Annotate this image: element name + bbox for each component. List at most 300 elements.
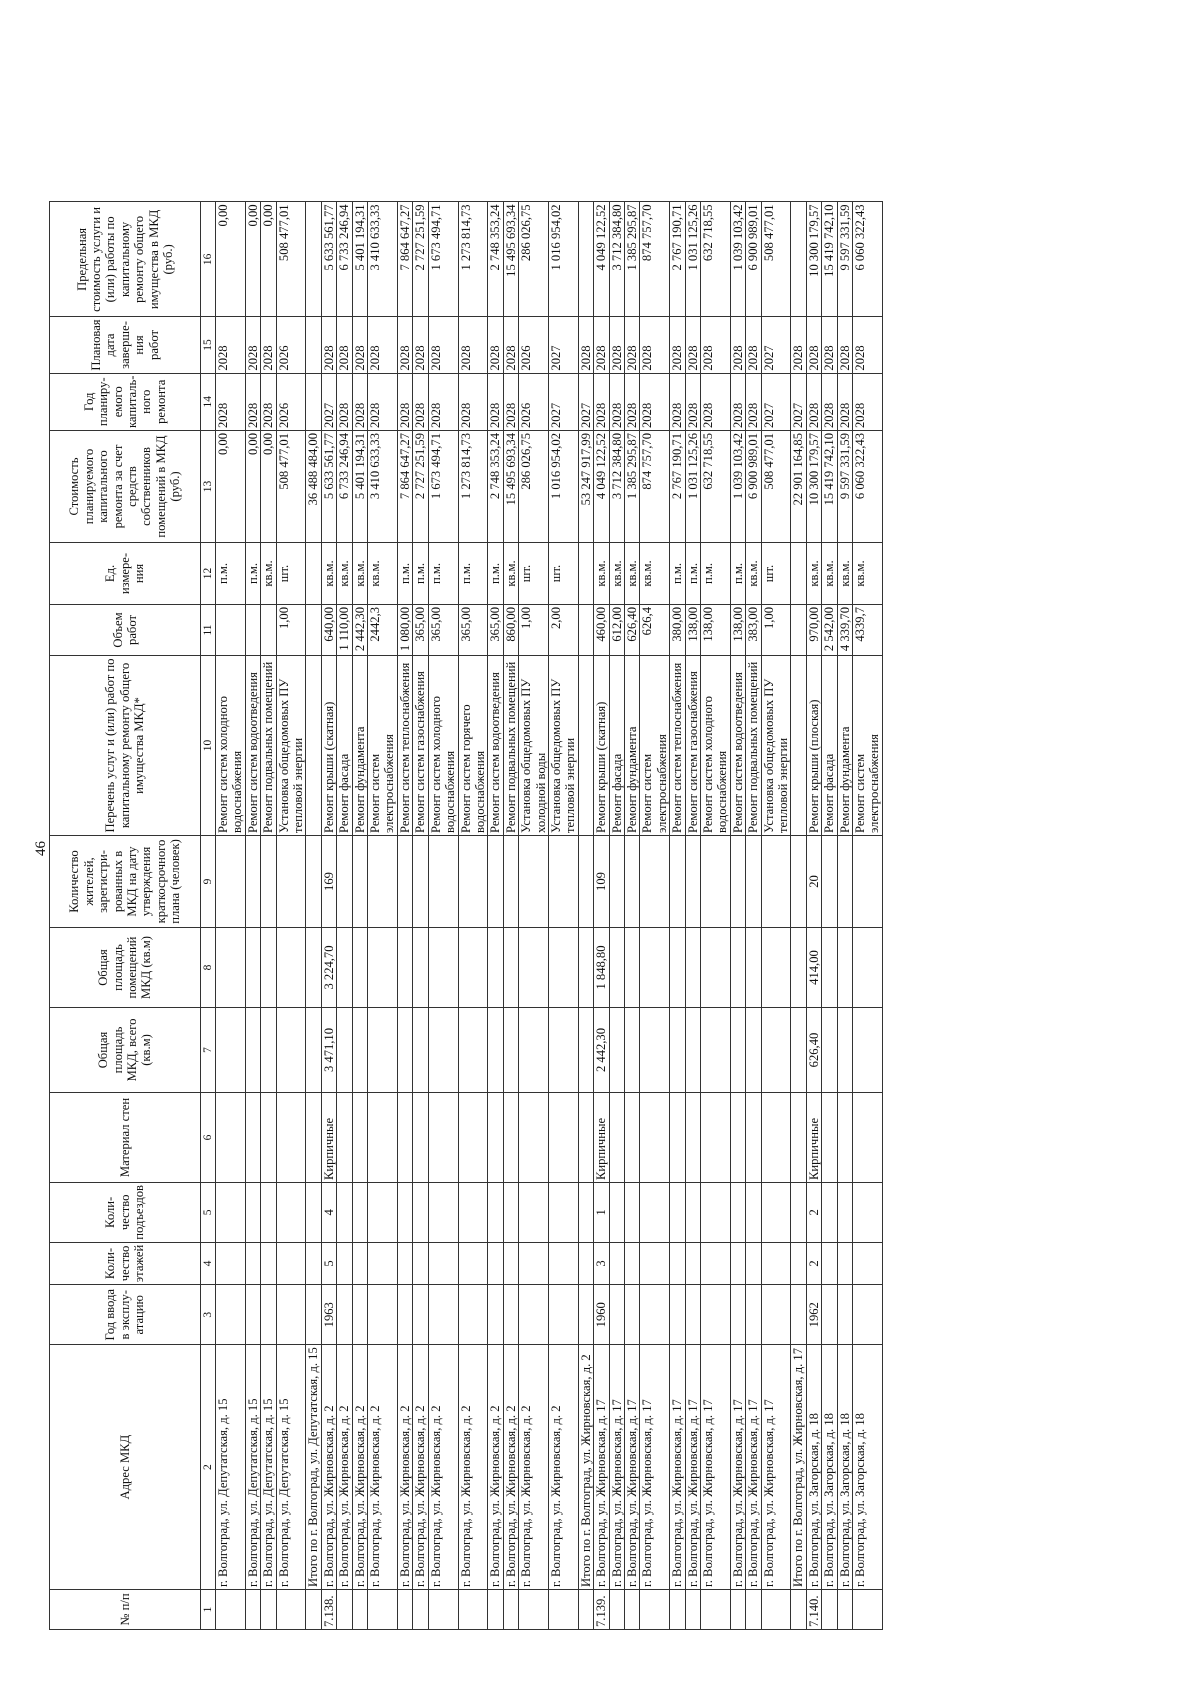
cell-address: Итого по г. Волгоград, ул. Жирновская, д. 2 bbox=[578, 1345, 593, 1590]
cell-unit: кв.м. bbox=[261, 543, 276, 605]
cell-plan_year: 2026 bbox=[276, 373, 306, 430]
cell-floors: 3 bbox=[594, 1242, 609, 1285]
cell-limit: 5 633 561,77 bbox=[321, 202, 336, 317]
cell-residents bbox=[352, 836, 367, 928]
cell-end_year: 2028 bbox=[822, 317, 837, 373]
cell-cost: 2 727 251,59 bbox=[413, 431, 428, 543]
cell-work: Ремонт систем газоснабжения bbox=[685, 656, 700, 836]
table-row bbox=[640, 202, 670, 1630]
cell-floors bbox=[548, 1242, 578, 1285]
column-number-cell: 13 bbox=[201, 431, 216, 543]
column-number-cell: 10 bbox=[201, 656, 216, 836]
cell-work: Ремонт фасада bbox=[609, 656, 624, 836]
cell-unit: п.м. bbox=[245, 543, 260, 605]
cell-year bbox=[337, 1285, 352, 1345]
cell-area_total bbox=[640, 1008, 670, 1093]
cell-wall bbox=[276, 1093, 306, 1183]
cell-residents bbox=[609, 836, 624, 928]
cell-entrances bbox=[276, 1183, 306, 1243]
cell-area_total bbox=[352, 1008, 367, 1093]
cell-cost: 6 900 989,01 bbox=[746, 431, 761, 543]
cell-residents bbox=[640, 836, 670, 928]
column-number-cell: 3 bbox=[201, 1285, 216, 1345]
cell-num bbox=[761, 1590, 791, 1630]
cell-work: Ремонт подвальных помещений bbox=[746, 656, 761, 836]
cell-floors bbox=[216, 1242, 246, 1285]
cell-year: 1963 bbox=[321, 1285, 336, 1345]
cell-area_total: 3 471,10 bbox=[321, 1008, 336, 1093]
cell-area_rooms bbox=[503, 928, 518, 1008]
cell-volume: 365,00 bbox=[488, 605, 503, 656]
cell-residents bbox=[578, 836, 593, 928]
cell-floors bbox=[519, 1242, 549, 1285]
cell-limit: 15 419 742,10 bbox=[822, 202, 837, 317]
cell-entrances bbox=[640, 1183, 670, 1243]
cell-unit: кв.м. bbox=[746, 543, 761, 605]
cell-plan_year: 2028 bbox=[806, 373, 821, 430]
cell-address: г. Волгоград, ул. Жирновская, д. 17 bbox=[609, 1345, 624, 1590]
cell-wall bbox=[701, 1093, 731, 1183]
cell-address: г. Волгоград, ул. Жирновская, д. 17 bbox=[670, 1345, 685, 1590]
cell-end_year: 2028 bbox=[853, 317, 883, 373]
cell-cost: 1 273 814,73 bbox=[458, 431, 488, 543]
cell-area_total bbox=[837, 1008, 852, 1093]
cell-work: Ремонт крыши (скатная) bbox=[594, 656, 609, 836]
cell-work bbox=[791, 656, 806, 836]
cell-residents bbox=[822, 836, 837, 928]
cell-volume: 365,00 bbox=[428, 605, 458, 656]
cell-end_year: 2028 bbox=[837, 317, 852, 373]
cell-address: г. Волгоград, ул. Депутатская, д. 15 bbox=[245, 1345, 260, 1590]
cell-limit: 508 477,01 bbox=[276, 202, 306, 317]
cell-num bbox=[746, 1590, 761, 1630]
cell-wall bbox=[578, 1093, 593, 1183]
cell-limit: 0,00 bbox=[261, 202, 276, 317]
cell-year bbox=[761, 1285, 791, 1345]
header-cell-15: Плановая дата заверше-ния работ bbox=[50, 317, 201, 373]
cell-limit: 3 410 633,33 bbox=[368, 202, 398, 317]
cell-area_total bbox=[746, 1008, 761, 1093]
cell-num bbox=[519, 1590, 549, 1630]
table-row bbox=[746, 202, 761, 1630]
cell-area_rooms bbox=[261, 928, 276, 1008]
cell-area_rooms bbox=[685, 928, 700, 1008]
cell-limit bbox=[791, 202, 806, 317]
cell-area_total bbox=[261, 1008, 276, 1093]
cell-unit: п.м. bbox=[701, 543, 731, 605]
cell-plan_year: 2028 bbox=[730, 373, 745, 430]
cell-year bbox=[261, 1285, 276, 1345]
cell-entrances bbox=[503, 1183, 518, 1243]
cell-volume: 1 080,00 bbox=[397, 605, 412, 656]
cell-residents bbox=[519, 836, 549, 928]
cell-work bbox=[578, 656, 593, 836]
cell-entrances bbox=[216, 1183, 246, 1243]
cell-num bbox=[685, 1590, 700, 1630]
cell-work: Ремонт систем газоснабжения bbox=[413, 656, 428, 836]
cell-floors bbox=[245, 1242, 260, 1285]
cell-entrances bbox=[368, 1183, 398, 1243]
cell-end_year: 2028 bbox=[261, 317, 276, 373]
cell-residents bbox=[670, 836, 685, 928]
cell-limit: 2 748 353,24 bbox=[488, 202, 503, 317]
cell-unit: кв.м. bbox=[594, 543, 609, 605]
cell-area_rooms bbox=[640, 928, 670, 1008]
cell-volume: 612,00 bbox=[609, 605, 624, 656]
header-cell-5: Коли-чество подъездов bbox=[50, 1183, 201, 1243]
cell-work: Ремонт систем электроснабжения bbox=[853, 656, 883, 836]
cell-year bbox=[413, 1285, 428, 1345]
header-cell-9: Количество жителей, зарегистри-рованных в МКД на дату утверждения краткосрочного плана (человек) bbox=[50, 836, 201, 928]
cell-year bbox=[822, 1285, 837, 1345]
cell-limit: 2 767 190,71 bbox=[670, 202, 685, 317]
cell-floors bbox=[685, 1242, 700, 1285]
cell-num: 7.140. bbox=[806, 1590, 821, 1630]
header-cell-12: Ед. измере-ния bbox=[50, 543, 201, 605]
cell-end_year: 2028 bbox=[503, 317, 518, 373]
cell-year bbox=[730, 1285, 745, 1345]
cell-limit: 6 060 322,43 bbox=[853, 202, 883, 317]
cell-limit: 1 273 814,73 bbox=[458, 202, 488, 317]
cell-unit: п.м. bbox=[458, 543, 488, 605]
cell-entrances bbox=[609, 1183, 624, 1243]
cell-area_total bbox=[519, 1008, 549, 1093]
cell-year bbox=[428, 1285, 458, 1345]
column-number-cell: 5 bbox=[201, 1183, 216, 1243]
cell-volume: 1,00 bbox=[276, 605, 306, 656]
cell-year bbox=[853, 1285, 883, 1345]
capital-repair-table bbox=[49, 201, 883, 1630]
cell-plan_year bbox=[306, 373, 321, 430]
cell-limit: 4 049 122,52 bbox=[594, 202, 609, 317]
cell-area_total bbox=[245, 1008, 260, 1093]
cell-wall bbox=[640, 1093, 670, 1183]
cell-floors bbox=[609, 1242, 624, 1285]
cell-limit: 7 864 647,27 bbox=[397, 202, 412, 317]
cell-year bbox=[670, 1285, 685, 1345]
cell-volume: 860,00 bbox=[503, 605, 518, 656]
cell-residents bbox=[458, 836, 488, 928]
cell-end_year: 2028 bbox=[337, 317, 352, 373]
cell-cost: 632 718,55 bbox=[701, 431, 731, 543]
cell-address: г. Волгоград, ул. Жирновская, д. 17 bbox=[594, 1345, 609, 1590]
cell-year bbox=[488, 1285, 503, 1345]
cell-cost: 15 419 742,10 bbox=[822, 431, 837, 543]
cell-num bbox=[837, 1590, 852, 1630]
cell-area_rooms bbox=[337, 928, 352, 1008]
cell-unit: кв.м. bbox=[337, 543, 352, 605]
column-number-cell: 9 bbox=[201, 836, 216, 928]
cell-residents bbox=[276, 836, 306, 928]
cell-limit: 286 026,75 bbox=[519, 202, 549, 317]
cell-entrances bbox=[670, 1183, 685, 1243]
cell-year bbox=[685, 1285, 700, 1345]
cell-residents bbox=[701, 836, 731, 928]
column-number-cell: 8 bbox=[201, 928, 216, 1008]
cell-num bbox=[245, 1590, 260, 1630]
cell-year bbox=[352, 1285, 367, 1345]
cell-volume: 2 442,30 bbox=[352, 605, 367, 656]
cell-work: Ремонт систем теплоснабжения bbox=[670, 656, 685, 836]
cell-wall bbox=[488, 1093, 503, 1183]
cell-entrances bbox=[397, 1183, 412, 1243]
cell-volume bbox=[791, 605, 806, 656]
cell-work: Ремонт систем электроснабжения bbox=[368, 656, 398, 836]
cell-address: г. Волгоград, ул. Жирновская, д. 2 bbox=[352, 1345, 367, 1590]
cell-floors bbox=[791, 1242, 806, 1285]
cell-num: 7.139. bbox=[594, 1590, 609, 1630]
cell-floors bbox=[730, 1242, 745, 1285]
cell-num bbox=[609, 1590, 624, 1630]
table-row bbox=[837, 202, 852, 1630]
cell-cost: 36 488 484,00 bbox=[306, 431, 321, 543]
cell-work: Установка общедомовых ПУ тепловой энергии bbox=[761, 656, 791, 836]
table-row bbox=[276, 202, 306, 1630]
cell-cost: 508 477,01 bbox=[276, 431, 306, 543]
cell-residents bbox=[503, 836, 518, 928]
column-number-cell: 15 bbox=[201, 317, 216, 373]
cell-work: Ремонт систем теплоснабжения bbox=[397, 656, 412, 836]
cell-address: г. Волгоград, ул. Жирновская, д. 17 bbox=[624, 1345, 639, 1590]
column-number-cell: 1 bbox=[201, 1590, 216, 1630]
cell-year bbox=[701, 1285, 731, 1345]
table-row bbox=[503, 202, 518, 1630]
cell-wall bbox=[853, 1093, 883, 1183]
cell-wall bbox=[458, 1093, 488, 1183]
cell-residents bbox=[791, 836, 806, 928]
cell-address: г. Волгоград, ул. Депутатская, д. 15 bbox=[261, 1345, 276, 1590]
cell-volume bbox=[261, 605, 276, 656]
cell-cost: 2 748 353,24 bbox=[488, 431, 503, 543]
cell-end_year: 2028 bbox=[609, 317, 624, 373]
cell-floors: 5 bbox=[321, 1242, 336, 1285]
cell-year bbox=[746, 1285, 761, 1345]
cell-end_year: 2028 bbox=[352, 317, 367, 373]
cell-year bbox=[397, 1285, 412, 1345]
table-row bbox=[245, 202, 260, 1630]
cell-address: Итого по г. Волгоград, ул. Жирновская, д. 17 bbox=[791, 1345, 806, 1590]
cell-entrances: 1 bbox=[594, 1183, 609, 1243]
cell-area_rooms bbox=[413, 928, 428, 1008]
cell-area_rooms bbox=[746, 928, 761, 1008]
cell-plan_year: 2028 bbox=[216, 373, 246, 430]
cell-area_rooms: 414,00 bbox=[806, 928, 821, 1008]
cell-end_year: 2028 bbox=[488, 317, 503, 373]
cell-cost: 6 060 322,43 bbox=[853, 431, 883, 543]
header-cell-2: Адрес МКД bbox=[50, 1345, 201, 1590]
cell-end_year: 2028 bbox=[806, 317, 821, 373]
cell-limit: 1 016 954,02 bbox=[548, 202, 578, 317]
cell-unit: кв.м. bbox=[609, 543, 624, 605]
table-row bbox=[701, 202, 731, 1630]
table-row bbox=[685, 202, 700, 1630]
cell-work: Ремонт подвальных помещений bbox=[503, 656, 518, 836]
cell-area_total bbox=[822, 1008, 837, 1093]
cell-residents bbox=[261, 836, 276, 928]
cell-wall bbox=[245, 1093, 260, 1183]
cell-plan_year: 2028 bbox=[822, 373, 837, 430]
cell-residents bbox=[730, 836, 745, 928]
cell-year bbox=[548, 1285, 578, 1345]
cell-residents: 20 bbox=[806, 836, 821, 928]
column-number-cell: 2 bbox=[201, 1345, 216, 1590]
cell-work bbox=[306, 656, 321, 836]
cell-area_total bbox=[730, 1008, 745, 1093]
cell-floors bbox=[413, 1242, 428, 1285]
cell-residents bbox=[837, 836, 852, 928]
cell-plan_year: 2028 bbox=[701, 373, 731, 430]
table-row bbox=[413, 202, 428, 1630]
cell-wall bbox=[428, 1093, 458, 1183]
cell-end_year: 2028 bbox=[428, 317, 458, 373]
cell-end_year: 2028 bbox=[701, 317, 731, 373]
cell-floors bbox=[397, 1242, 412, 1285]
cell-area_rooms bbox=[624, 928, 639, 1008]
cell-entrances bbox=[519, 1183, 549, 1243]
cell-plan_year: 2027 bbox=[761, 373, 791, 430]
cell-area_rooms bbox=[276, 928, 306, 1008]
cell-year bbox=[791, 1285, 806, 1345]
cell-cost: 0,00 bbox=[245, 431, 260, 543]
cell-area_rooms bbox=[458, 928, 488, 1008]
cell-area_rooms bbox=[853, 928, 883, 1008]
cell-limit: 15 495 693,34 bbox=[503, 202, 518, 317]
cell-year bbox=[245, 1285, 260, 1345]
cell-entrances bbox=[837, 1183, 852, 1243]
cell-area_rooms bbox=[352, 928, 367, 1008]
cell-plan_year: 2028 bbox=[413, 373, 428, 430]
cell-year: 1962 bbox=[806, 1285, 821, 1345]
cell-work: Ремонт фундамента bbox=[624, 656, 639, 836]
header-cell-13: Стоимость планируемого капитального ремонта за счет средств собственников помещений в МКД (руб.) bbox=[50, 431, 201, 543]
cell-unit: шт. bbox=[519, 543, 549, 605]
cell-work: Ремонт фундамента bbox=[352, 656, 367, 836]
cell-limit: 632 718,55 bbox=[701, 202, 731, 317]
cell-floors bbox=[701, 1242, 731, 1285]
cell-volume: 138,00 bbox=[730, 605, 745, 656]
cell-entrances bbox=[306, 1183, 321, 1243]
cell-entrances: 2 bbox=[806, 1183, 821, 1243]
cell-year bbox=[837, 1285, 852, 1345]
cell-volume bbox=[245, 605, 260, 656]
cell-residents bbox=[853, 836, 883, 928]
cell-floors bbox=[640, 1242, 670, 1285]
cell-entrances bbox=[624, 1183, 639, 1243]
cell-floors bbox=[488, 1242, 503, 1285]
cell-work: Ремонт систем водоотведения bbox=[488, 656, 503, 836]
cell-cost: 0,00 bbox=[261, 431, 276, 543]
cell-floors bbox=[837, 1242, 852, 1285]
cell-plan_year: 2027 bbox=[321, 373, 336, 430]
cell-area_total bbox=[701, 1008, 731, 1093]
cell-volume: 4339,7 bbox=[853, 605, 883, 656]
cell-unit: кв.м. bbox=[368, 543, 398, 605]
cell-area_total bbox=[413, 1008, 428, 1093]
cell-address: г. Волгоград, ул. Жирновская, д. 2 bbox=[428, 1345, 458, 1590]
cell-floors bbox=[503, 1242, 518, 1285]
cell-unit: п.м. bbox=[216, 543, 246, 605]
cell-wall bbox=[837, 1093, 852, 1183]
cell-address: г. Волгоград, ул. Депутатская, д. 15 bbox=[276, 1345, 306, 1590]
cell-floors bbox=[746, 1242, 761, 1285]
cell-area_total bbox=[670, 1008, 685, 1093]
cell-area_total bbox=[761, 1008, 791, 1093]
cell-num bbox=[368, 1590, 398, 1630]
cell-unit bbox=[578, 543, 593, 605]
cell-cost: 874 757,70 bbox=[640, 431, 670, 543]
cell-area_total bbox=[488, 1008, 503, 1093]
cell-year bbox=[458, 1285, 488, 1345]
cell-area_total bbox=[368, 1008, 398, 1093]
cell-num bbox=[216, 1590, 246, 1630]
cell-volume: 365,00 bbox=[458, 605, 488, 656]
cell-wall: Кирпичные bbox=[321, 1093, 336, 1183]
cell-floors bbox=[428, 1242, 458, 1285]
cell-wall bbox=[503, 1093, 518, 1183]
cell-end_year: 2028 bbox=[397, 317, 412, 373]
cell-unit: п.м. bbox=[670, 543, 685, 605]
cell-address: г. Волгоград, ул. Жирновская, д. 17 bbox=[746, 1345, 761, 1590]
cell-floors bbox=[306, 1242, 321, 1285]
cell-end_year: 2026 bbox=[519, 317, 549, 373]
cell-area_total bbox=[397, 1008, 412, 1093]
cell-limit: 874 757,70 bbox=[640, 202, 670, 317]
cell-address: г. Волгоград, ул. Жирновская, д. 2 bbox=[397, 1345, 412, 1590]
column-number-cell: 4 bbox=[201, 1242, 216, 1285]
cell-address: г. Волгоград, ул. Жирновская, д. 17 bbox=[701, 1345, 731, 1590]
cell-entrances bbox=[761, 1183, 791, 1243]
cell-address: г. Волгоград, ул. Жирновская, д. 2 bbox=[458, 1345, 488, 1590]
total-row bbox=[791, 202, 806, 1630]
cell-plan_year: 2028 bbox=[245, 373, 260, 430]
cell-residents bbox=[337, 836, 352, 928]
cell-address: Итого по г. Волгоград, ул. Депутатская, д. 15 bbox=[306, 1345, 321, 1590]
cell-entrances bbox=[578, 1183, 593, 1243]
cell-work: Ремонт фасада bbox=[337, 656, 352, 836]
cell-num bbox=[306, 1590, 321, 1630]
cell-wall bbox=[261, 1093, 276, 1183]
cell-volume: 626,4 bbox=[640, 605, 670, 656]
cell-cost: 9 597 331,59 bbox=[837, 431, 852, 543]
cell-unit: п.м. bbox=[730, 543, 745, 605]
table-row bbox=[670, 202, 685, 1630]
cell-wall bbox=[609, 1093, 624, 1183]
cell-end_year: 2028 bbox=[216, 317, 246, 373]
cell-wall: Кирпичные bbox=[594, 1093, 609, 1183]
cell-cost: 3 410 633,33 bbox=[368, 431, 398, 543]
cell-limit: 2 727 251,59 bbox=[413, 202, 428, 317]
cell-plan_year: 2028 bbox=[746, 373, 761, 430]
cell-end_year: 2028 bbox=[578, 317, 593, 373]
cell-volume bbox=[578, 605, 593, 656]
cell-num bbox=[352, 1590, 367, 1630]
cell-wall bbox=[670, 1093, 685, 1183]
cell-plan_year: 2028 bbox=[670, 373, 685, 430]
column-number-row bbox=[201, 202, 216, 1630]
cell-cost: 5 401 194,31 bbox=[352, 431, 367, 543]
cell-volume: 380,00 bbox=[670, 605, 685, 656]
cell-end_year: 2028 bbox=[321, 317, 336, 373]
cell-end_year: 2028 bbox=[245, 317, 260, 373]
cell-limit: 6 900 989,01 bbox=[746, 202, 761, 317]
cell-plan_year: 2028 bbox=[458, 373, 488, 430]
total-row bbox=[306, 202, 321, 1630]
cell-plan_year: 2028 bbox=[624, 373, 639, 430]
table-row bbox=[397, 202, 412, 1630]
cell-plan_year: 2028 bbox=[837, 373, 852, 430]
cell-plan_year: 2028 bbox=[261, 373, 276, 430]
header-cell-1: № п/п bbox=[50, 1590, 201, 1630]
